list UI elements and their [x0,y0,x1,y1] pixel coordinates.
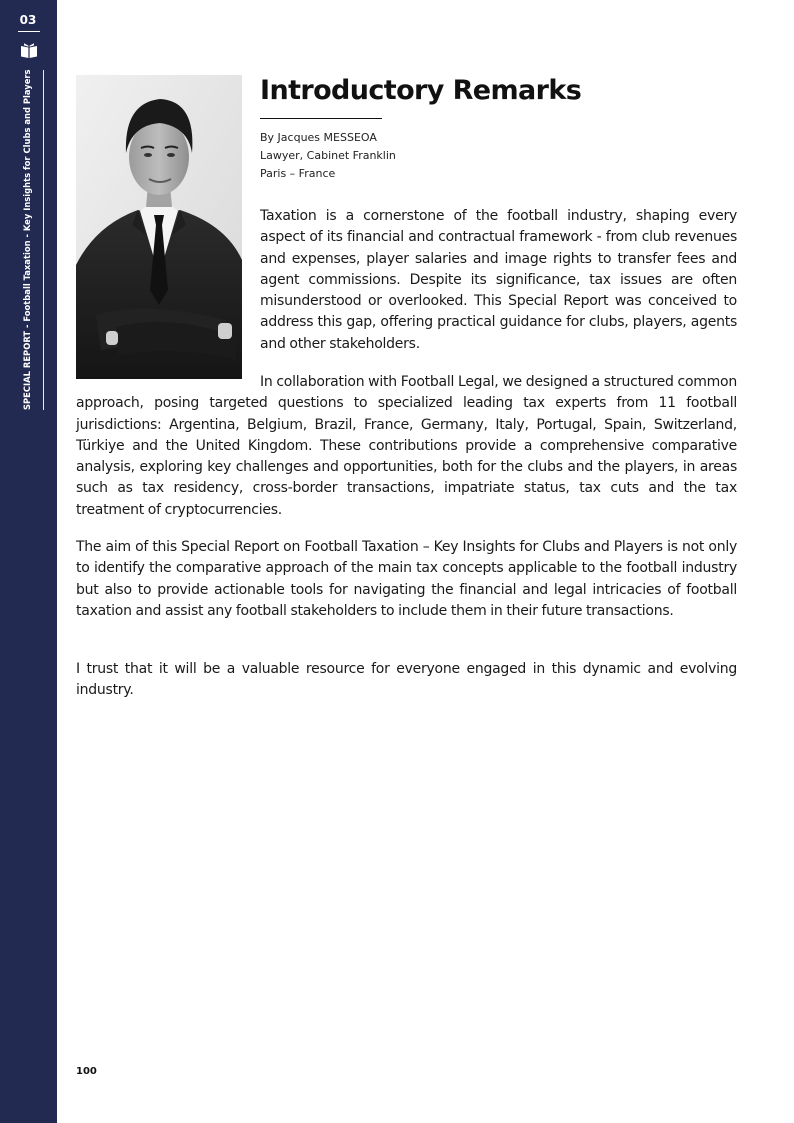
running-title: SPECIAL REPORT - Football Taxation - Key Insights for Clubs and Players [22,69,32,410]
book-icon [20,42,38,60]
byline-location: Paris – France [260,167,336,180]
body-paragraph-3: The aim of this Special Report on Football Taxation – Key Insights for Clubs and Players is not only to identify the comparative approach of the main tax concepts applicable to the football industry but also to provide actionable tools for navigating the financial and legal intricacies of football taxation and assist any football stakeholders to include them in their future transactions. [76,539,737,619]
title-underline [260,118,382,119]
byline [260,129,396,183]
body-paragraph-1: Taxation is a cornerstone of the football industry, shaping every aspect of its financial and contractual framework - from club revenues and expenses, player salaries and image rights to transfer fees and agent commissions. Despite its significance, tax issues are often misunderstood or overlooked. This Special Report was conceived to address this gap, offering practical guidance for clubs, players, agents and other stakeholders. [260,208,737,352]
section-number-underline [18,31,40,32]
byline-role: Lawyer, Cabinet Franklin [260,149,396,162]
author-portrait [76,75,242,379]
body-paragraph-2: In collaboration with Football Legal, we designed a structured common approach, posing targeted questions to specialized leading tax experts from 11 football jurisdictions: Argentina, Belgium, Brazil, France, Germany, Italy, Portugal, Spain, Switzerland, Türkiye and the United Kingdom. These contributions provide a comprehensive comparative analysis, exploring key challenges and opportunities, both for the clubs and the players, in areas such as tax residency, cross-border transactions, impatriate status, tax cuts and the tax treatment of cryptocurrencies. [76,374,737,518]
section-number: 03 [19,13,37,27]
page-title: Introductory Remarks [260,75,582,106]
sidebar-vertical-rule [43,70,44,410]
page-number: 100 [76,1066,97,1077]
body-paragraph-4: I trust that it will be a valuable resource for everyone engaged in this dynamic and evolving industry. [76,661,737,699]
sidebar [0,0,57,1123]
byline-author: By Jacques MESSEOA [260,131,377,144]
